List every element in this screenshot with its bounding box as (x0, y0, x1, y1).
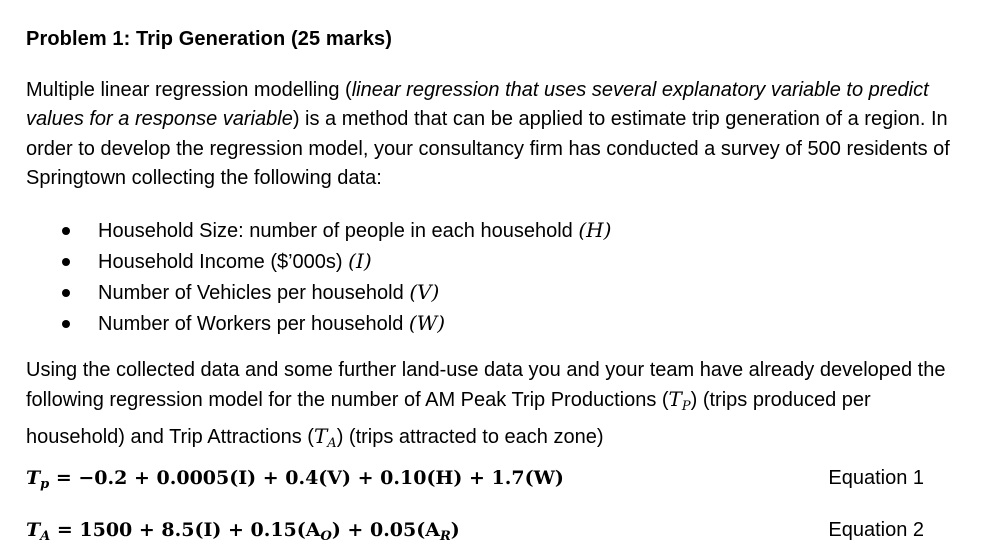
bullet-vehicles: Number of Vehicles per household (V) (26, 277, 926, 308)
model-paragraph: Using the collected data and some further land-use data you and your team have already developed the following regression model for the number of AM Peak Trip Productions $(T_P)$ (trips produced per household) and Trip Attractions $(T_A)$ (trips attracted to each zone) (26, 359, 946, 451)
equation-1 (26, 467, 924, 492)
equation-1-formula: $T_p = -0.2 + 0.0005(I) + 0.4(V) + 0.10(H) + 1.7(W)$ (26, 467, 564, 492)
bullet-household-size: Household Size: number of people in each household (H) (26, 215, 926, 246)
problem-heading: Problem 1: Trip Generation (25 marks) (26, 28, 393, 50)
bullet-dot-icon (62, 258, 70, 266)
equation-2-formula: $T_A = 1500 + 8.5(I) + 0.15(A_O) + 0.05(A_R)$ (26, 519, 460, 544)
equation-1-label: Equation 1 (828, 467, 924, 489)
ta-symbol: $T_A$ (313, 423, 337, 451)
intro-italic-definition: linear regression that uses several explanatory variable to predict values for a response variable (26, 79, 929, 131)
intro-text-1: Multiple linear regression modelling ( (26, 79, 352, 101)
bullet-workers: Number of Workers per household (W) (26, 308, 926, 339)
tp-symbol: $T_P$ (668, 387, 691, 415)
bullet-dot-icon (62, 320, 70, 328)
bullet-dot-icon (62, 227, 70, 235)
intro-paragraph (26, 76, 966, 193)
equation-2 (26, 519, 924, 544)
bullet-household-income: Household Income ($’000s) (I) (26, 246, 926, 277)
intro-text-2: ) is a method that can be applied to estimate trip generation of a region. In order to develop the regression model, your consultancy firm has conducted a survey of 500 residents of Springtown collecting the following data: (26, 108, 950, 189)
data-bullet-list (26, 215, 926, 339)
bullet-dot-icon (62, 289, 70, 297)
equation-2-label: Equation 2 (828, 519, 924, 541)
